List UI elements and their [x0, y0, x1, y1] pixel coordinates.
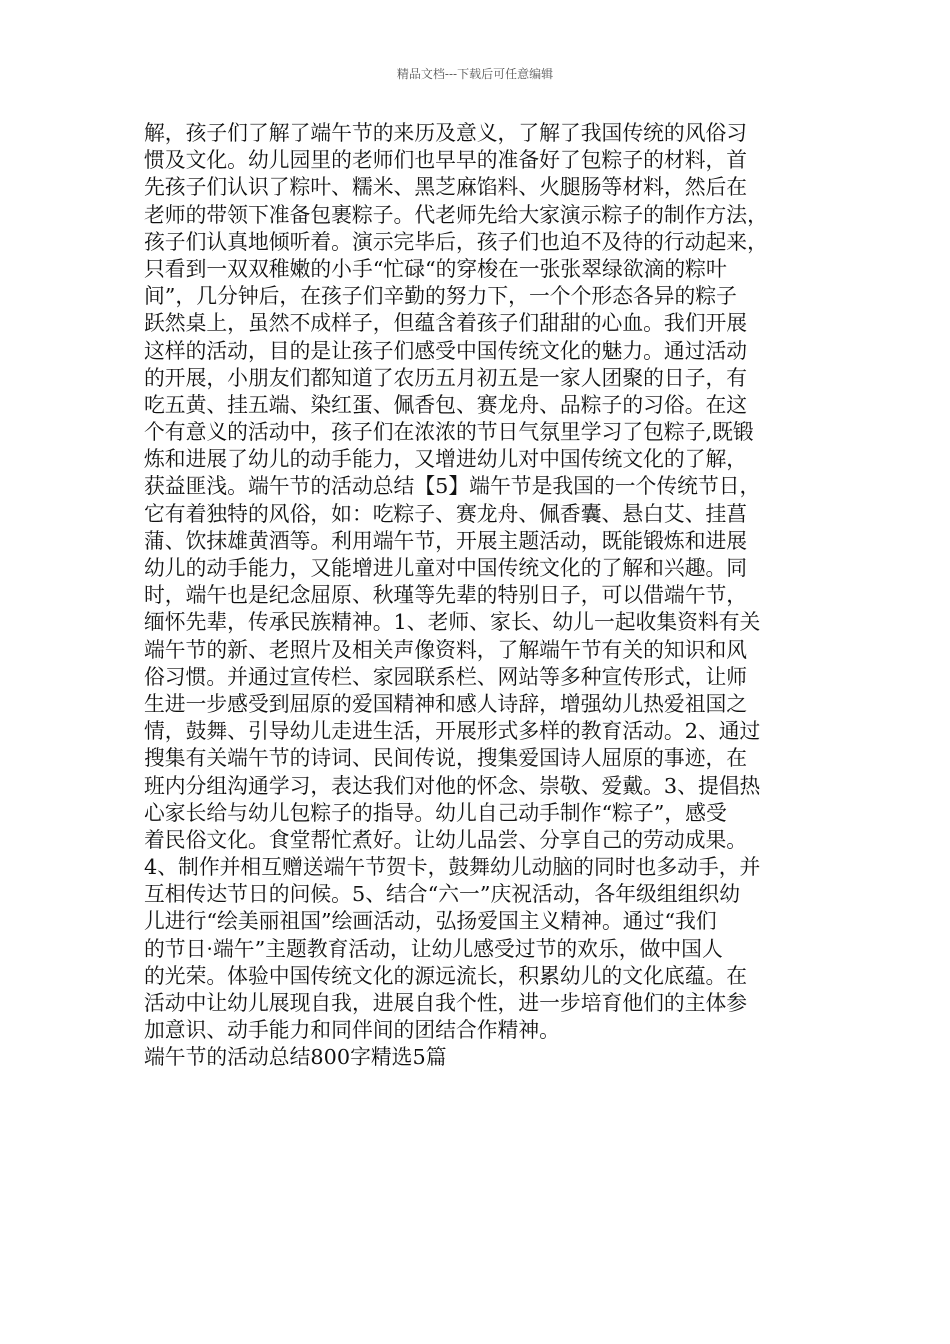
text-line: 老师的带领下准备包裹粽子。代老师先给大家演示粽子的制作方法，	[144, 202, 768, 227]
text-line: 缅怀先辈，传承民族精神。1、老师、家长、幼儿一起收集资料有关	[144, 610, 761, 635]
text-line: 生进一步感受到屈原的爱国精神和感人诗辞，增强幼儿热爱祖国之	[144, 691, 748, 716]
text-line: 解，孩子们了解了端午节的来历及意义，了解了我国传统的风俗习	[144, 121, 748, 145]
document-body	[144, 120, 824, 1072]
text-line: 只看到一双双稚嫩的小手“忙碌“的穿梭在一张张翠绿欲滴的粽叶	[144, 256, 727, 281]
text-line: 的节日·端午”主题教育活动，让幼儿感受过节的欢乐，做中国人	[144, 936, 723, 961]
page-header-watermark: 精品文档---下载后可任意编辑	[396, 67, 554, 81]
text-line: 先孩子们认识了粽叶、糯米、黑芝麻馅料、火腿肠等材料，然后在	[144, 175, 748, 200]
text-line: 这样的活动，目的是让孩子们感受中国传统文化的魅力。通过活动	[144, 338, 748, 363]
text-line: 蒲、饮抹雄黄酒等。利用端午节，开展主题活动，既能锻炼和进展	[144, 528, 748, 553]
text-line: 儿进行“绘美丽祖国”绘画活动，弘扬爱国主义精神。通过“我们	[144, 909, 717, 934]
text-line: 加意识、动手能力和同伴间的团结合作精神。	[144, 1018, 560, 1043]
text-line: 惯及文化。幼儿园里的老师们也早早的准备好了包粽子的材料，首	[144, 148, 748, 173]
text-line: 活动中让幼儿展现自我，进展自我个性，进一步培育他们的主体参	[144, 991, 748, 1015]
section-heading: 端午节的活动总结800字精选5篇	[144, 1045, 447, 1070]
text-line: 时，端午也是纪念屈原、秋瑾等先辈的特别日子，可以借端午节，	[144, 583, 748, 608]
text-line: 俗习惯。并通过宣传栏、家园联系栏、网站等多种宣传形式，让师	[144, 664, 748, 689]
text-line: 互相传达节日的问候。5、结合“六一”庆祝活动，各年级组组织幼	[144, 882, 741, 907]
text-line: 心家长给与幼儿包粽子的指导。幼儿自己动手制作“粽子”，感受	[144, 800, 727, 825]
text-line: 个有意义的活动中，孩子们在浓浓的节日气氛里学习了包粽子,既锻	[144, 420, 754, 445]
text-line: 4、制作并相互赠送端午节贺卡，鼓舞幼儿动脑的同时也多动手，并	[144, 855, 761, 880]
text-line: 它有着独特的风俗，如：吃粽子、赛龙舟、佩香囊、悬白艾、挂菖	[144, 501, 748, 526]
text-line: 炼和进展了幼儿的动手能力，又增进幼儿对中国传统文化的了解，	[144, 447, 748, 472]
text-line: 端午节的新、老照片及相关声像资料，了解端午节有关的知识和风	[144, 637, 748, 662]
text-line: 获益匪浅。端午节的活动总结【5】端午节是我国的一个传统节日，	[144, 474, 761, 499]
text-line: 吃五黄、挂五端、染红蛋、佩香包、赛龙舟、品粽子的习俗。在这	[144, 392, 748, 417]
text-line: 幼儿的动手能力，又能增进儿童对中国传统文化的了解和兴趣。同	[144, 556, 748, 580]
text-line: 情，鼓舞、引导幼儿走进生活，开展形式多样的教育活动。2、通过	[144, 719, 761, 744]
text-line: 孩子们认真地倾听着。演示完毕后，孩子们也迫不及待的行动起来，	[144, 229, 768, 254]
text-line: 间”，几分钟后，在孩子们辛勤的努力下，一个个形态各异的粽子	[144, 284, 737, 309]
text-line: 的开展，小朋友们都知道了农历五月初五是一家人团聚的日子，有	[144, 365, 748, 390]
text-line: 班内分组沟通学习，表达我们对他的怀念、崇敬、爱戴。3、提倡热	[144, 773, 761, 798]
text-line: 的光荣。体验中国传统文化的源远流长，积累幼儿的文化底蕴。在	[144, 963, 748, 988]
text-line: 跃然桌上，虽然不成样子，但蕴含着孩子们甜甜的心血。我们开展	[144, 311, 748, 336]
text-line: 搜集有关端午节的诗词、民间传说，搜集爱国诗人屈原的事迹，在	[144, 746, 748, 771]
text-line: 着民俗文化。食堂帮忙煮好。让幼儿品尝、分享自己的劳动成果。	[144, 827, 748, 852]
